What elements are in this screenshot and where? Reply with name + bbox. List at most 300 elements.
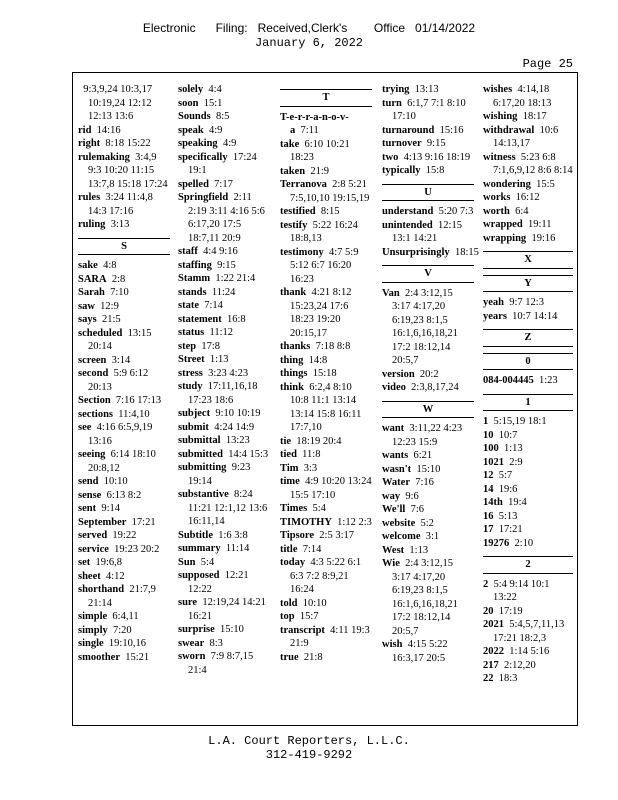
index-word: wish [382,639,403,650]
page-line-refs: 19:6 [498,483,518,495]
page-line-refs: 5:4 9:14 10:1 13:22 [493,578,550,603]
index-word: wondering [483,178,531,190]
index-entry [280,516,372,530]
page-number: Page 25 [522,57,573,71]
page-line-refs: 5:2 [420,517,434,529]
index-entry [178,380,270,407]
index-entry [78,516,170,530]
index-word: wants [382,450,409,461]
index-entry [178,326,270,340]
index-word: turnover [382,138,422,149]
page-line-refs: 4:4 9:16 [203,246,238,257]
index-entry [382,638,474,665]
index-entry [78,556,170,570]
index-entry [78,448,170,475]
index-column-3 [280,83,372,664]
page-line-refs: 19:10,16 [108,638,146,649]
page-line-refs: 4:14,18 6:17,20 18:13 [493,84,552,109]
index-word: Tim [280,462,299,474]
page-line-refs: 8:5 [215,111,230,122]
index-entry [382,517,474,531]
index-entry [280,286,372,340]
index-entry [178,421,270,435]
index-entry [78,273,170,287]
page-line-refs: 21:8 [303,651,323,663]
index-word: soon [178,97,199,109]
index-word: Terranova [280,179,327,190]
page-line-refs: 4:16 6:5,9,19 13:16 [88,422,153,447]
section-letter: X [483,251,573,269]
page-line-refs: 1:13 [504,443,523,454]
index-entry [178,151,270,178]
index-word: single [78,638,104,649]
index-entry [280,205,372,219]
page-line-refs: 3:4,9 9:3 10:20 11:15 13:7,8 15:18 17:24 [88,151,168,190]
section-letter: 2 [483,556,573,574]
page-line-refs: 6:10 10:21 18:23 [290,138,350,163]
page-line-refs: 12:15 13:1 14:21 [392,219,462,244]
index-word: 100 [483,443,499,454]
index-entry [178,83,270,97]
index-word: rulemaking [78,151,130,163]
index-word: think [280,381,304,393]
index-entry [382,544,474,558]
index-word: scheduled [78,327,123,339]
page-line-refs: 2:4 3:12,15 3:17 4:17,20 6:19,23 8:1,5 16:1,6,16,18,21 17:2 18:12,14 20:5,7 [392,558,458,637]
index-entry [483,496,573,510]
index-entry [382,83,474,97]
index-entry [78,543,170,557]
index-entry [382,246,479,260]
index-word: supposed [178,570,220,581]
index-word: testified [280,206,316,217]
page-line-refs: 14:4 15:3 [228,448,269,460]
index-word: stands [178,286,207,298]
index-entry [78,651,170,665]
page-line-refs: 9:15 [426,138,446,149]
index-word: sheet [78,570,101,582]
index-entry [178,137,270,151]
index-entry [483,645,573,659]
index-word: sure [178,597,198,608]
index-word: submit [178,421,209,433]
index-entry [178,637,270,651]
page-line-refs: 3:24 11:4,8 14:3 17:16 [88,192,153,217]
index-entry [78,489,170,503]
index-word: send [78,476,99,487]
page-line-refs: 4:21 8:12 15:23,24 17:6 18:23 19:20 20:15,17 [290,287,352,339]
index-entry [178,313,270,327]
page-line-refs: 6:1,7 7:1 8:10 17:10 [392,97,466,122]
index-column-1 [78,83,170,664]
page-line-refs: 11:8 [302,449,321,460]
index-word: Sarah [78,287,105,298]
index-entry [483,483,573,497]
index-entry [280,138,372,165]
index-entry [78,300,170,314]
index-entry [178,286,270,300]
page-line-refs: 7:17 [214,178,233,190]
index-word: summary [178,543,221,554]
page-line-refs: 10:7 14:14 [512,310,558,322]
filing-header: Electronic Filing: Received,Clerk's Office 01/14/2022 [142,21,476,35]
index-entry [483,659,573,673]
page-line-refs: 2:9 [509,456,523,468]
index-word: statement [178,313,222,325]
page-line-refs: 8:18 15:22 [105,138,151,149]
index-entry [78,313,170,327]
index-entry [178,596,270,623]
page-line-refs: 4:9 [222,138,237,149]
page-line-refs: 1:22 21:4 [215,273,256,284]
index-word: surprise [178,624,215,635]
section-letter: Z [483,329,573,347]
index-entry [78,624,170,638]
index-entry [483,218,573,232]
page-line-refs: 2:4 3:12,15 3:17 4:17,20 6:19,23 8:1,5 16:1,6,16,18,21 17:2 18:12,14 20:5,7 [392,287,458,366]
index-word: sent [78,503,97,514]
page-line-refs: 9:14 [101,503,121,514]
page-line-refs: 20:2 [419,368,439,380]
index-word: second [78,368,109,379]
index-entry [483,151,573,178]
index-word: true [280,651,299,663]
page-line-refs: 13:13 [414,84,439,95]
index-word: rid [78,124,92,136]
index-word: Times [280,503,308,514]
index-word: 10 [483,429,494,441]
index-word: witness [483,151,516,163]
page-line-refs: 7:20 [113,624,132,636]
page-line-refs: 15:8 [425,165,445,176]
index-word: turnaround [382,124,435,136]
index-word: works [483,192,511,203]
index-word: time [280,476,300,487]
index-word: website [382,517,416,529]
index-word: Unsurprisingly [382,246,450,258]
index-entry [78,354,170,368]
index-word: staffing [178,259,212,271]
index-word: T-e-r-r-a-n-o-v-a [280,111,349,136]
index-entry [78,637,170,651]
page-line-refs: 6:4,11 [112,611,139,622]
index-entry [483,469,573,483]
index-entry [280,610,372,624]
index-word: two [382,151,399,163]
index-entry [78,191,170,218]
index-entry [382,97,474,124]
index-entry [178,529,270,543]
index-word: shorthand [78,584,125,595]
page-line-refs: 3:11,22 4:23 12:23 15:9 [392,423,463,448]
index-word: top [280,611,295,622]
index-entry [280,543,372,557]
index-word: withdrawal [483,124,535,136]
index-word: submitting [178,462,227,473]
index-entry [280,178,372,205]
index-column-2 [178,83,270,677]
page-line-refs: 4:12 [106,570,125,582]
index-entry [78,137,170,151]
index-word: simply [78,624,108,636]
page-line-refs: 1:12 2:3 [337,516,372,528]
index-word: years [483,310,507,322]
page-line-refs: 11:14 [225,543,250,554]
index-entry [382,164,474,178]
index-word: state [178,300,199,311]
index-word: stress [178,367,203,379]
index-entry [178,569,270,596]
page-line-refs: 5:23 6:8 7:1,6,9,12 8:6 8:14 [493,151,573,176]
index-entry [280,448,372,462]
index-entry [178,556,270,570]
index-entry [178,259,270,273]
page-line-refs: 4:9 [208,124,223,136]
index-word: 16 [483,510,494,522]
page-line-refs: 17:8 [201,340,221,352]
page-line-refs: 7:16 17:13 [115,395,162,406]
index-entry [483,578,573,605]
index-word: wrapping [483,232,527,244]
page-line-refs: 15:1 [203,97,223,109]
page-line-refs: 7:16 [415,477,434,488]
page-line-refs: 19:23 20:2 [114,543,160,555]
index-entry [78,529,170,543]
index-word: solely [178,84,204,95]
index-word: saw [78,300,95,312]
page-line-refs: 4:7 5:9 5:12 6:7 16:20 16:23 [290,246,359,285]
section-letter: T [280,89,372,107]
page-line-refs: 2:10 [514,537,534,549]
page-line-refs: 12:21 12:22 [188,570,249,595]
page-line-refs: 2:3,8,17,24 [411,382,459,393]
index-entry [280,340,372,354]
page-line-refs: 17:24 19:1 [188,151,257,176]
index-word: welcome [382,531,421,542]
index-entry [280,219,372,246]
index-word: Subtitle [178,529,214,541]
index-entry [382,287,474,368]
page-line-refs: 3:1 [425,531,440,542]
index-word: 22 [483,673,494,684]
index-word: right [78,138,101,149]
index-word: staff [178,246,198,257]
index-word: understand [382,206,434,217]
footer-company: L.A. Court Reporters, L.L.C. [208,734,410,748]
page-line-refs: 2:12,20 [504,659,536,671]
hearing-date: January 6, 2022 [254,36,364,50]
page-line-refs: 4:3 5:22 6:1 6:3 7:2 8:9,21 16:24 [290,557,362,595]
page-line-refs: 5:9 6:12 20:13 [88,368,149,393]
index-word: video [382,382,406,393]
index-entry [483,191,573,205]
index-entry [280,529,372,543]
index-word: subject [178,408,211,419]
index-word: Van [382,287,400,299]
page-line-refs: 9:10 10:19 [215,408,261,419]
index-word: status [178,327,205,338]
page-line-refs: 11:24 [211,286,236,298]
index-word: see [78,422,92,433]
index-word: 14 [483,483,494,495]
index-word: study [178,381,203,392]
page-line-refs: 18:17 [522,111,547,122]
index-word: unintended [382,219,433,231]
index-entry [483,618,573,645]
index-word: transcript [280,624,325,636]
page-line-refs: 15:5 [536,178,555,190]
page-line-refs: 3:13 [110,219,130,230]
page-line-refs: 1:13 [409,544,429,556]
index-entry [78,502,170,516]
page-line-refs: 4:11 19:3 21:9 [290,624,370,649]
index-word: 20 [483,605,494,617]
index-word: submitted [178,448,223,460]
index-word: today [280,557,306,568]
index-entry [178,461,270,488]
index-entry [178,448,270,462]
index-word: wrapped [483,219,523,230]
index-entry [483,442,573,456]
page-line-refs: 13:15 20:14 [88,327,152,352]
page-line-refs: 5:4,5,7,11,13 17:21 18:2,3 [493,619,565,644]
index-entry [178,299,270,313]
index-word: 19276 [483,537,510,549]
index-word: screen [78,354,107,366]
index-word: typically [382,165,421,176]
index-entry [382,368,474,382]
index-entry [178,245,270,259]
index-word: way [382,490,401,502]
page-line-refs: 1:23 [539,375,558,386]
index-entry [483,415,573,429]
index-entry [483,205,573,219]
page-line-refs: 1:14 5:16 [509,646,550,657]
index-entry [178,407,270,421]
page-line-refs: 2:11 2:19 3:11 4:16 5:6 6:17,20 17:5 18:7,11 20:9 [188,192,265,244]
page-line-refs: 5:22 16:24 18:8,13 [290,219,358,244]
index-entry [382,219,474,246]
index-entry [178,272,270,286]
index-entry [178,110,270,124]
page-line-refs: 9:23 19:14 [188,462,251,487]
index-entry [78,218,170,232]
index-word: 12 [483,470,494,481]
index-word: wasn't [382,463,412,475]
page-line-refs: 21:7,9 21:14 [88,584,156,609]
index-entry [78,408,170,422]
section-letter: V [382,265,474,283]
index-word: Sun [178,556,196,568]
page-line-refs: 15:7 [299,611,319,622]
index-entry [382,151,474,165]
page-line-refs: 11:12 [209,327,234,338]
index-entry [280,556,372,597]
index-entry [483,110,573,124]
index-word: version [382,368,415,380]
index-entry [78,83,170,124]
index-word: step [178,340,197,352]
index-word: 17 [483,524,494,535]
page-line-refs: 3:3 [303,462,318,474]
page-line-refs: 12:19,24 14:21 16:21 [188,597,266,622]
index-word: things [280,368,308,379]
index-entry [483,178,573,192]
index-word: Stamm [178,273,211,284]
index-word: Water [382,477,410,488]
index-entry [483,510,573,524]
index-word: title [280,543,298,555]
index-word: smoother [78,651,120,663]
page-line-refs: 16:12 [515,192,540,203]
page-line-refs: 18:19 20:4 [296,435,342,447]
index-word: says [78,314,97,325]
index-word: tie [280,435,292,447]
index-entry [178,488,270,529]
page-line-refs: 5:7 [498,470,513,481]
page-line-refs: 7:18 8:8 [315,341,351,352]
index-entry [280,367,372,381]
page-line-refs: 7:6 [410,504,425,515]
index-entry [382,503,474,517]
index-word: sense [78,489,102,501]
index-word: submittal [178,435,221,446]
index-entry [178,434,270,448]
index-word: 217 [483,659,499,671]
page-line-refs: 4:8 [103,260,117,271]
section-letter: S [78,238,170,256]
page-line-refs: 3:23 4:23 [208,367,249,379]
page-line-refs: 21:5 [101,314,121,325]
page-line-refs: 13:23 [225,435,250,446]
page-line-refs: 10:6 14:13,17 [493,124,559,149]
index-entry [280,381,372,435]
index-entry [483,605,573,619]
index-entry [78,286,170,300]
page-line-refs: 8:15 [320,206,340,217]
index-entry [78,124,170,138]
index-entry [280,435,372,449]
index-entry [280,502,372,516]
page-line-refs: 6:2,4 8:10 10:8 11:1 13:14 13:14 15:8 16:11 17:7,10 [290,381,362,433]
index-word: sworn [178,651,206,662]
section-letter: 0 [483,353,573,371]
page-line-refs: 14:16 [96,124,121,136]
index-word: seeing [78,449,106,460]
index-entry [382,463,474,477]
index-entry [483,537,573,551]
index-word: September [78,516,127,528]
index-entry [483,296,573,310]
index-entry [280,624,372,651]
page-line-refs: 4:24 14:9 [214,421,255,433]
index-word: simple [78,611,108,622]
page-line-refs: 7:11 [300,125,319,136]
page-line-refs: 4:13 9:16 18:19 [403,151,471,163]
index-entry [178,124,270,138]
index-word: Tipsore [280,530,315,541]
page-line-refs: 8:24 11:21 12:1,12 13:6 16:11,14 [188,489,268,527]
index-word: trying [382,84,410,95]
index-entry [280,111,372,138]
footer-phone: 312-419-9292 [265,748,353,762]
index-entry [78,475,170,489]
page-line-refs: 2:5 3:17 [319,530,355,541]
index-word: set [78,557,91,568]
page-line-refs: 19:16 [531,232,556,244]
index-word: turn [382,97,402,109]
index-word: Section [78,395,111,406]
